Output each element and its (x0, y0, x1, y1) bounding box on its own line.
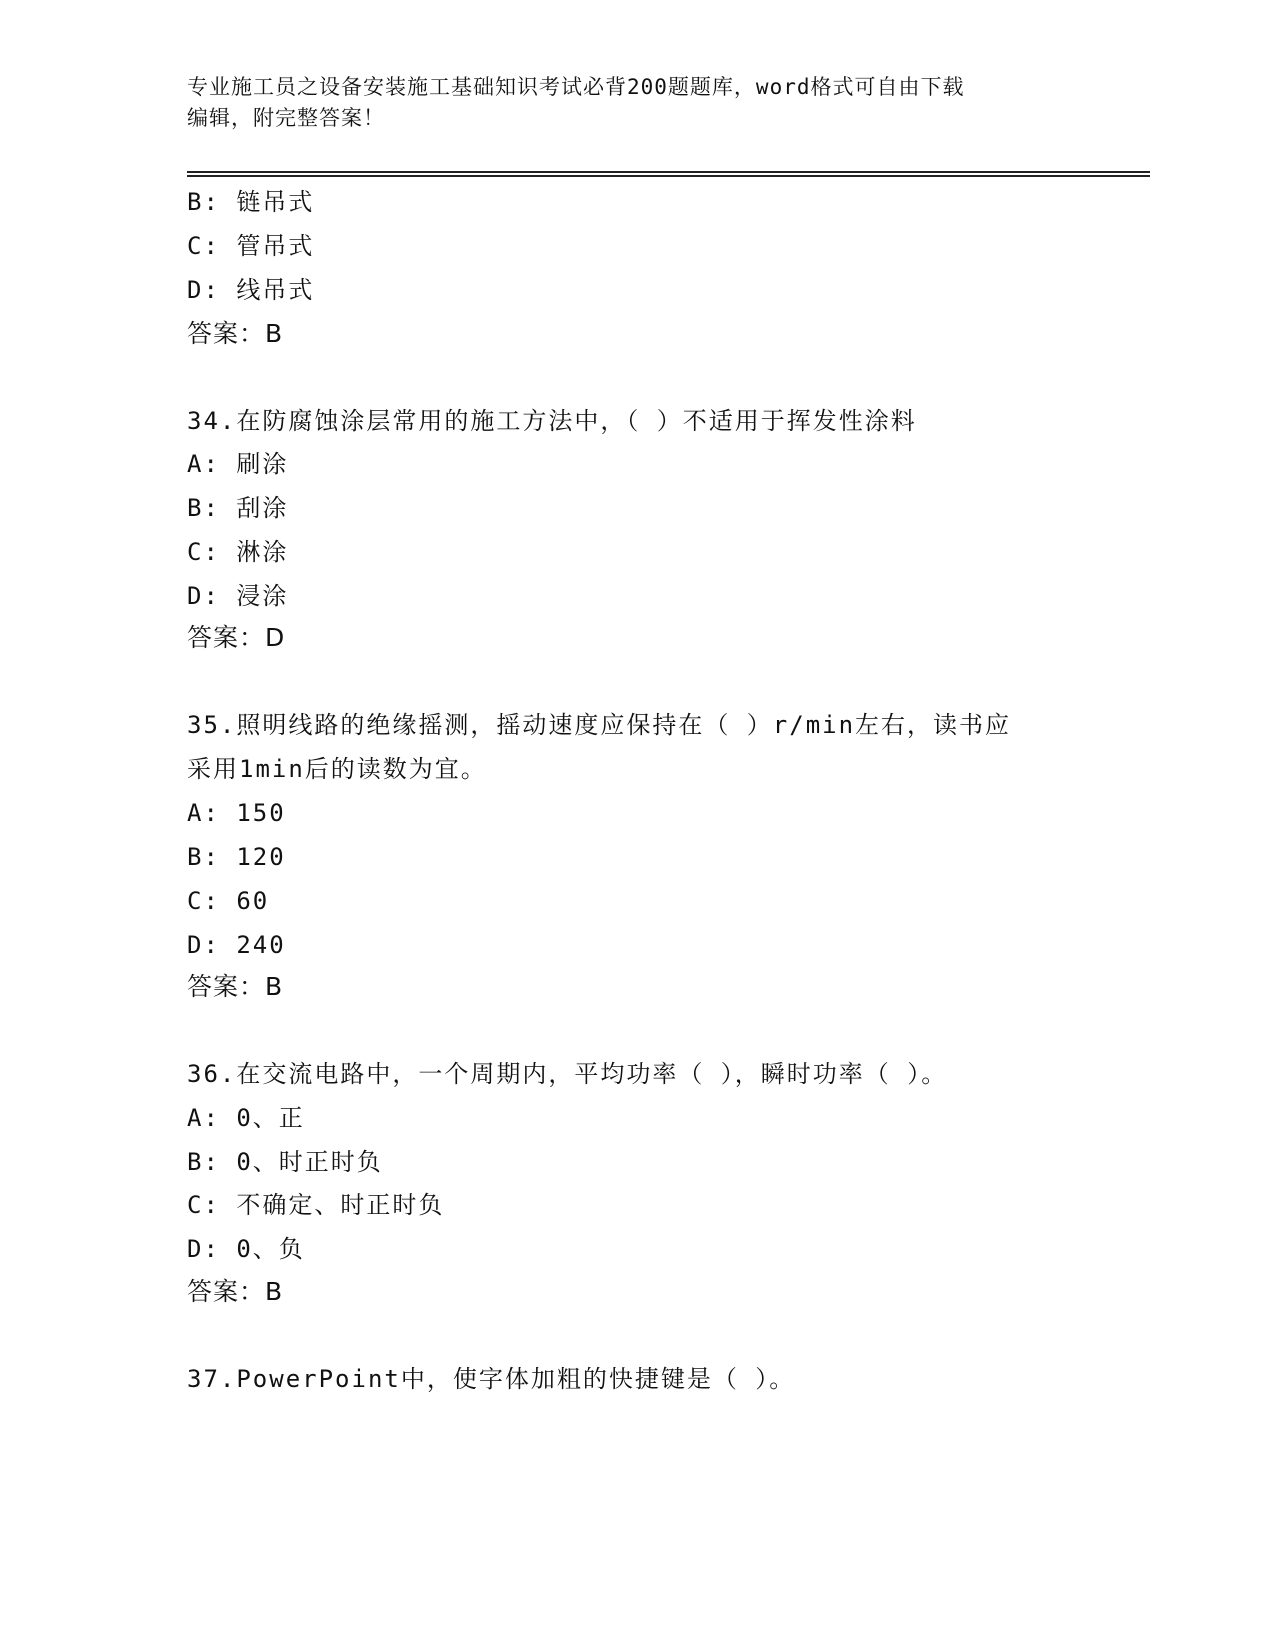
q34-option-c: C: 淋涂 (187, 538, 289, 566)
document-header-line-2: 编辑，附完整答案！ (187, 106, 385, 130)
q33-option-d: D: 线吊式 (187, 276, 315, 304)
header-rule-bottom (187, 175, 1150, 177)
q36-answer: 答案：B (187, 1277, 284, 1306)
q34-question: 34.在防腐蚀涂层常用的施工方法中，（ ）不适用于挥发性涂料 (187, 407, 917, 435)
q36-question: 36.在交流电路中，一个周期内，平均功率（ ），瞬时功率（ ）。 (187, 1060, 948, 1088)
q33-option-c: C: 管吊式 (187, 232, 315, 260)
q33-option-b: B: 链吊式 (187, 188, 315, 216)
q34-option-d: D: 浸涂 (187, 582, 289, 610)
q35-option-d: D: 240 (187, 931, 286, 959)
q36-option-b: B: 0、时正时负 (187, 1148, 383, 1176)
q33-answer: 答案：B (187, 319, 284, 348)
q37-question: 37.PowerPoint中，使字体加粗的快捷键是（ ）。 (187, 1365, 796, 1393)
q35-option-a: A: 150 (187, 799, 286, 827)
q34-option-a: A: 刷涂 (187, 450, 289, 478)
document-header-line-1: 专业施工员之设备安装施工基础知识考试必背200题题库，word格式可自由下载 (187, 75, 965, 99)
q35-question-line-1: 35.照明线路的绝缘摇测，摇动速度应保持在（ ）r/min左右，读书应 (187, 711, 1012, 739)
header-rule-top (187, 171, 1150, 173)
q35-answer: 答案：B (187, 972, 284, 1001)
q35-option-c: C: 60 (187, 887, 270, 915)
q35-option-b: B: 120 (187, 843, 286, 871)
q36-option-a: A: 0、正 (187, 1104, 305, 1132)
q36-option-d: D: 0、负 (187, 1235, 305, 1263)
q35-question-line-2: 采用1min后的读数为宜。 (187, 755, 487, 783)
q34-answer: 答案：D (187, 623, 286, 652)
q34-option-b: B: 刮涂 (187, 494, 289, 522)
q36-option-c: C: 不确定、时正时负 (187, 1191, 445, 1219)
